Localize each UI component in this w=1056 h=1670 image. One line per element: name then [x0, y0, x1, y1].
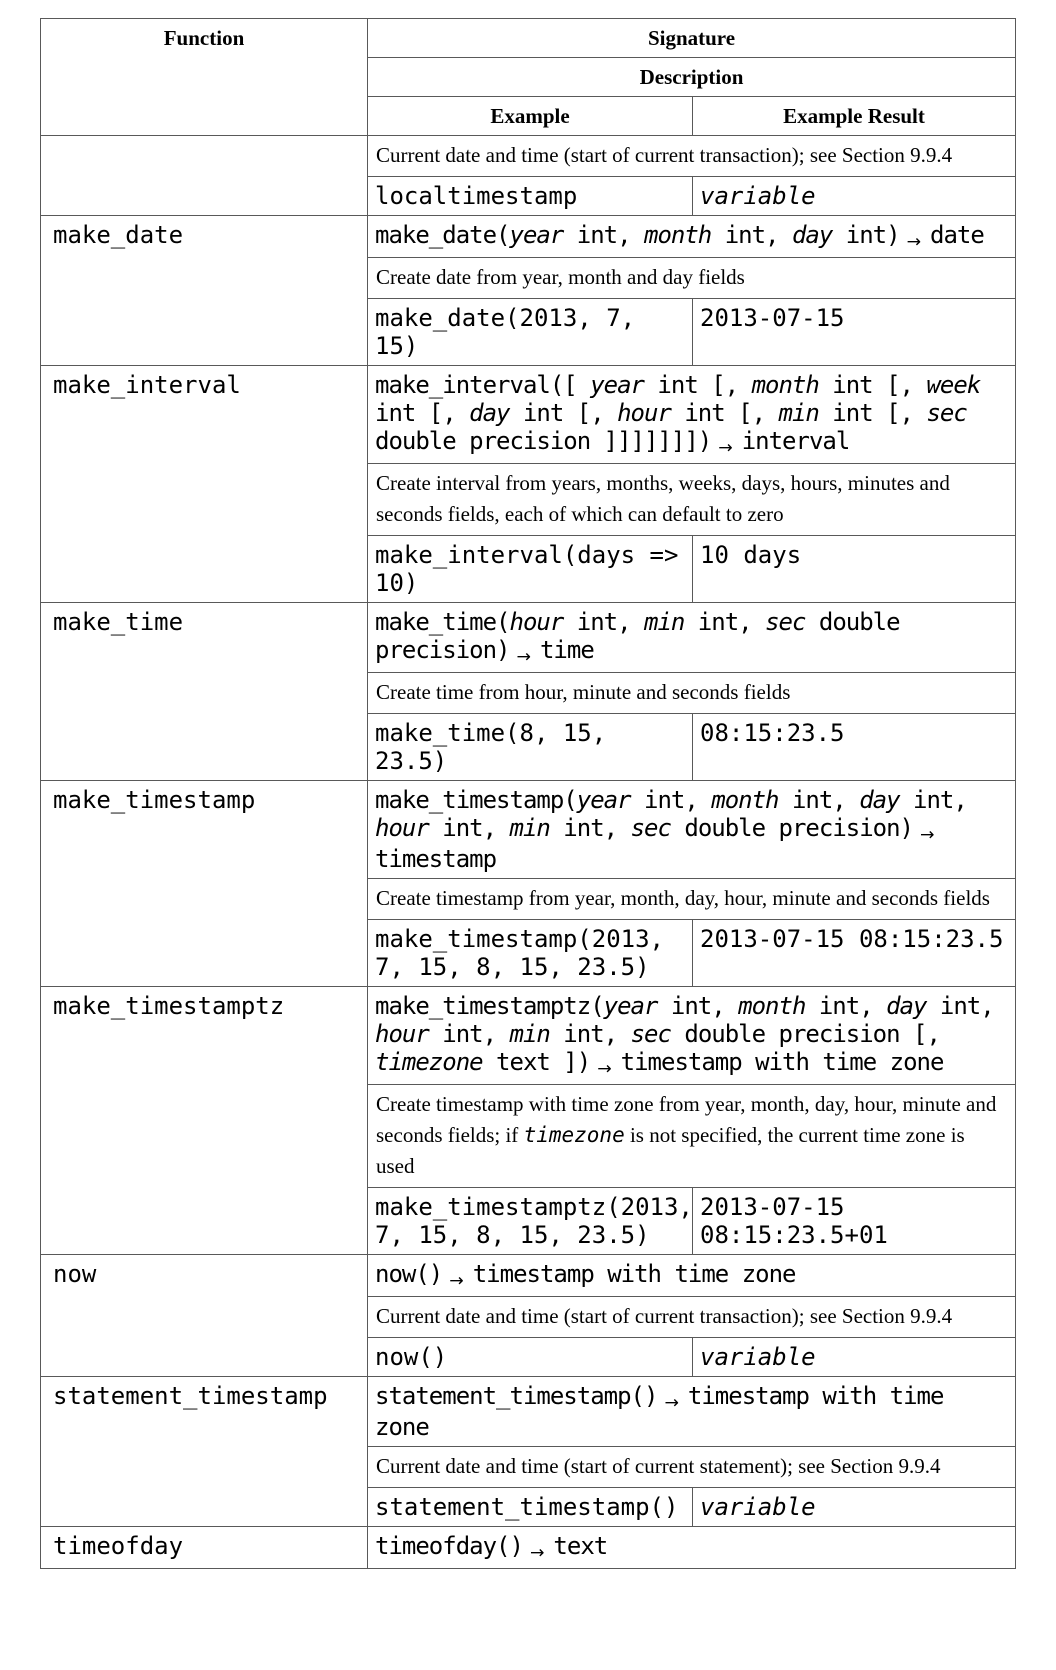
example-cell [368, 1488, 693, 1527]
table-row [41, 136, 1016, 177]
header-signature: Signature [368, 19, 1016, 58]
result-cell [693, 1488, 1016, 1527]
text-segment: make_timestamp( [375, 786, 577, 814]
text-segment: int, [563, 221, 644, 249]
text-segment: week [926, 371, 981, 399]
function-cell [41, 1377, 368, 1527]
text-segment: day [859, 786, 900, 814]
text-segment: int, [630, 786, 712, 814]
function-cell [41, 136, 368, 216]
table-row [41, 1255, 1016, 1297]
result-cell [693, 177, 1016, 216]
text-segment: make_timestamp [53, 786, 256, 814]
text-segment: year [509, 221, 564, 249]
header-description: Description [368, 58, 1016, 97]
text-segment: day [791, 221, 833, 249]
text-segment: int, [926, 992, 994, 1020]
return-arrow-icon: → [449, 1270, 464, 1291]
text-segment: double precision) [375, 608, 900, 664]
text-segment: int, [428, 1020, 510, 1048]
text-segment: int [, [643, 371, 752, 399]
text-segment: year [590, 371, 644, 399]
text-segment: int, [711, 221, 792, 249]
text-segment: statement_timestamp() [375, 1382, 658, 1410]
text-segment: year [576, 786, 631, 814]
text-segment: int, [428, 814, 510, 842]
text-segment: make_date( [375, 221, 510, 249]
example-cell [368, 714, 693, 781]
text-segment: make_date(2013, 7, 15) [375, 304, 636, 360]
function-cell [41, 603, 368, 781]
text-segment: Current date and time (start of current transaction); see Section 9.9.4 [376, 1304, 953, 1328]
text-segment: timezone [375, 1048, 483, 1076]
return-arrow-icon: → [906, 231, 922, 252]
text-segment: 08:15:23.5 [700, 719, 845, 747]
text-segment: int [, [509, 399, 618, 427]
text-segment: int [, [818, 371, 927, 399]
result-cell [693, 1188, 1016, 1255]
function-cell [41, 216, 368, 366]
text-segment: make_interval([ [375, 371, 591, 399]
example-cell [368, 177, 693, 216]
example-cell [368, 1338, 693, 1377]
text-segment: make_date [53, 221, 184, 249]
text-segment: make_timestamptz [53, 992, 285, 1020]
text-segment: int, [549, 814, 631, 842]
text-segment: timeofday [53, 1532, 184, 1560]
text-segment: hour [509, 608, 564, 636]
text-segment: timestamp with time zone [472, 1260, 796, 1288]
text-segment: localtimestamp [375, 182, 578, 210]
text-segment: now [53, 1260, 97, 1288]
text-segment: make_timestamp(2013, 7, 15, 8, 15, 23.5) [375, 925, 664, 981]
text-segment: sec [630, 814, 671, 842]
table-row [41, 1527, 1016, 1569]
table-row [41, 216, 1016, 258]
text-segment: text [553, 1532, 608, 1560]
text-segment: now() [375, 1260, 443, 1288]
text-segment: Current date and time (start of current transaction); see Section 9.9.4 [376, 143, 953, 167]
example-cell [368, 920, 693, 987]
table-row [41, 781, 1016, 879]
text-segment: sec [926, 399, 967, 427]
signature-cell [368, 366, 1016, 464]
text-segment: timestamp with time zone [620, 1048, 944, 1076]
text-segment: min [509, 1020, 550, 1048]
description-cell [368, 464, 1016, 536]
function-cell [41, 1255, 368, 1377]
text-segment: variable [700, 1343, 816, 1371]
result-cell [693, 299, 1016, 366]
text-segment: Create time from hour, minute and seconds fields [376, 680, 791, 704]
signature-cell [368, 987, 1016, 1085]
text-segment: int, [549, 1020, 631, 1048]
description-cell [368, 673, 1016, 714]
text-segment: Create timestamp with time zone from year, month, day, hour, minute and seconds fields; if [376, 1092, 997, 1147]
text-segment: int, [684, 608, 766, 636]
result-cell [693, 920, 1016, 987]
description-cell [368, 1297, 1016, 1338]
description-cell [368, 1447, 1016, 1488]
text-segment: make_interval(days => 10) [375, 541, 679, 597]
header-function: Function [41, 19, 368, 136]
text-segment: Create interval from years, months, weeks, days, hours, minutes and seconds fields, each of which can default to zero [376, 471, 950, 526]
text-segment: hour [617, 399, 671, 427]
function-cell [41, 366, 368, 603]
text-segment: 2013-07-15 08:15:23.5+01 [700, 1193, 888, 1249]
description-cell [368, 1085, 1016, 1188]
text-segment: make_timestamptz( [375, 992, 604, 1020]
text-segment: int, [805, 992, 887, 1020]
text-segment: int, [778, 786, 860, 814]
text-segment: make_time [53, 608, 184, 636]
example-cell [368, 1188, 693, 1255]
text-segment: make_timestamptz(2013, 7, 15, 8, 15, 23.5) [375, 1193, 693, 1249]
text-segment: 2013-07-15 [700, 304, 845, 332]
return-arrow-icon: → [516, 646, 531, 667]
text-segment: sec [630, 1020, 671, 1048]
text-segment: is not specified, the current time zone is used [376, 1123, 965, 1178]
text-segment: timestamp with time zone [375, 1382, 944, 1441]
text-segment: day [886, 992, 927, 1020]
text-segment: month [738, 992, 806, 1020]
function-cell [41, 987, 368, 1255]
text-segment: min [509, 814, 550, 842]
return-arrow-icon: → [529, 1542, 545, 1563]
text-segment: min [778, 399, 819, 427]
text-segment: double precision ]]]]]]]) [375, 427, 712, 455]
text-segment: day [469, 399, 510, 427]
text-segment: variable [700, 1493, 816, 1521]
text-segment: month [751, 371, 819, 399]
text-segment: text ]) [482, 1048, 591, 1076]
text-segment: time [539, 636, 594, 664]
signature-cell [368, 1377, 1016, 1447]
text-segment: interval [741, 427, 850, 455]
text-segment: statement_timestamp() [375, 1493, 679, 1521]
text-segment: int [, [818, 399, 927, 427]
return-arrow-icon: → [664, 1392, 679, 1413]
signature-cell [368, 603, 1016, 673]
text-segment: Create timestamp from year, month, day, hour, minute and seconds fields [376, 886, 990, 910]
text-segment: make_interval [53, 371, 241, 399]
result-cell [693, 1338, 1016, 1377]
text-segment: month [711, 786, 779, 814]
text-segment: hour [375, 1020, 429, 1048]
text-segment: year [603, 992, 658, 1020]
function-cell [41, 781, 368, 987]
text-segment: sec [765, 608, 806, 636]
table-row [41, 987, 1016, 1085]
text-segment: make_time(8, 15, 23.5) [375, 719, 607, 775]
text-segment: now() [375, 1343, 448, 1371]
text-segment: int, [899, 786, 967, 814]
table-row [41, 366, 1016, 464]
text-segment: month [644, 221, 712, 249]
text-segment: int, [563, 608, 644, 636]
text-segment: double precision) [670, 814, 914, 842]
function-cell [41, 1527, 368, 1569]
text-segment: 2013-07-15 08:15:23.5 [700, 925, 1004, 953]
return-arrow-icon: → [718, 437, 733, 458]
datetime-functions-table [40, 18, 1016, 1569]
text-segment: double precision [, [670, 1020, 940, 1048]
table-row [41, 1377, 1016, 1447]
example-cell [368, 536, 693, 603]
header-example: Example [368, 97, 693, 136]
text-segment: timeofday() [375, 1532, 523, 1560]
text-segment: min [644, 608, 685, 636]
return-arrow-icon: → [597, 1058, 612, 1079]
text-segment: int [, [670, 399, 779, 427]
text-segment: int, [657, 992, 739, 1020]
text-segment: Create date from year, month and day fields [376, 265, 745, 289]
text-segment: date [930, 221, 984, 249]
table-header [41, 19, 1016, 136]
text-segment: statement_timestamp [53, 1382, 328, 1410]
text-segment: variable [700, 182, 816, 210]
table-body [41, 136, 1016, 1569]
signature-cell [368, 216, 1016, 258]
text-segment: 10 days [700, 541, 802, 569]
example-cell [368, 299, 693, 366]
text-segment: int) [832, 221, 900, 249]
text-segment: hour [375, 814, 429, 842]
text-segment: int [, [375, 399, 470, 427]
header-row-1 [41, 19, 1016, 58]
description-cell [368, 136, 1016, 177]
signature-cell [368, 1527, 1016, 1569]
text-segment: timestamp [375, 845, 497, 873]
result-cell [693, 714, 1016, 781]
result-cell [693, 536, 1016, 603]
table-row [41, 603, 1016, 673]
text-segment: timezone [523, 1123, 625, 1147]
description-cell [368, 258, 1016, 299]
description-cell [368, 879, 1016, 920]
return-arrow-icon: → [920, 824, 935, 845]
documentation-page [40, 18, 1016, 1569]
text-segment: Current date and time (start of current statement); see Section 9.9.4 [376, 1454, 941, 1478]
text-segment: make_time( [375, 608, 510, 636]
signature-cell [368, 781, 1016, 879]
signature-cell [368, 1255, 1016, 1297]
header-example-result: Example Result [693, 97, 1016, 136]
